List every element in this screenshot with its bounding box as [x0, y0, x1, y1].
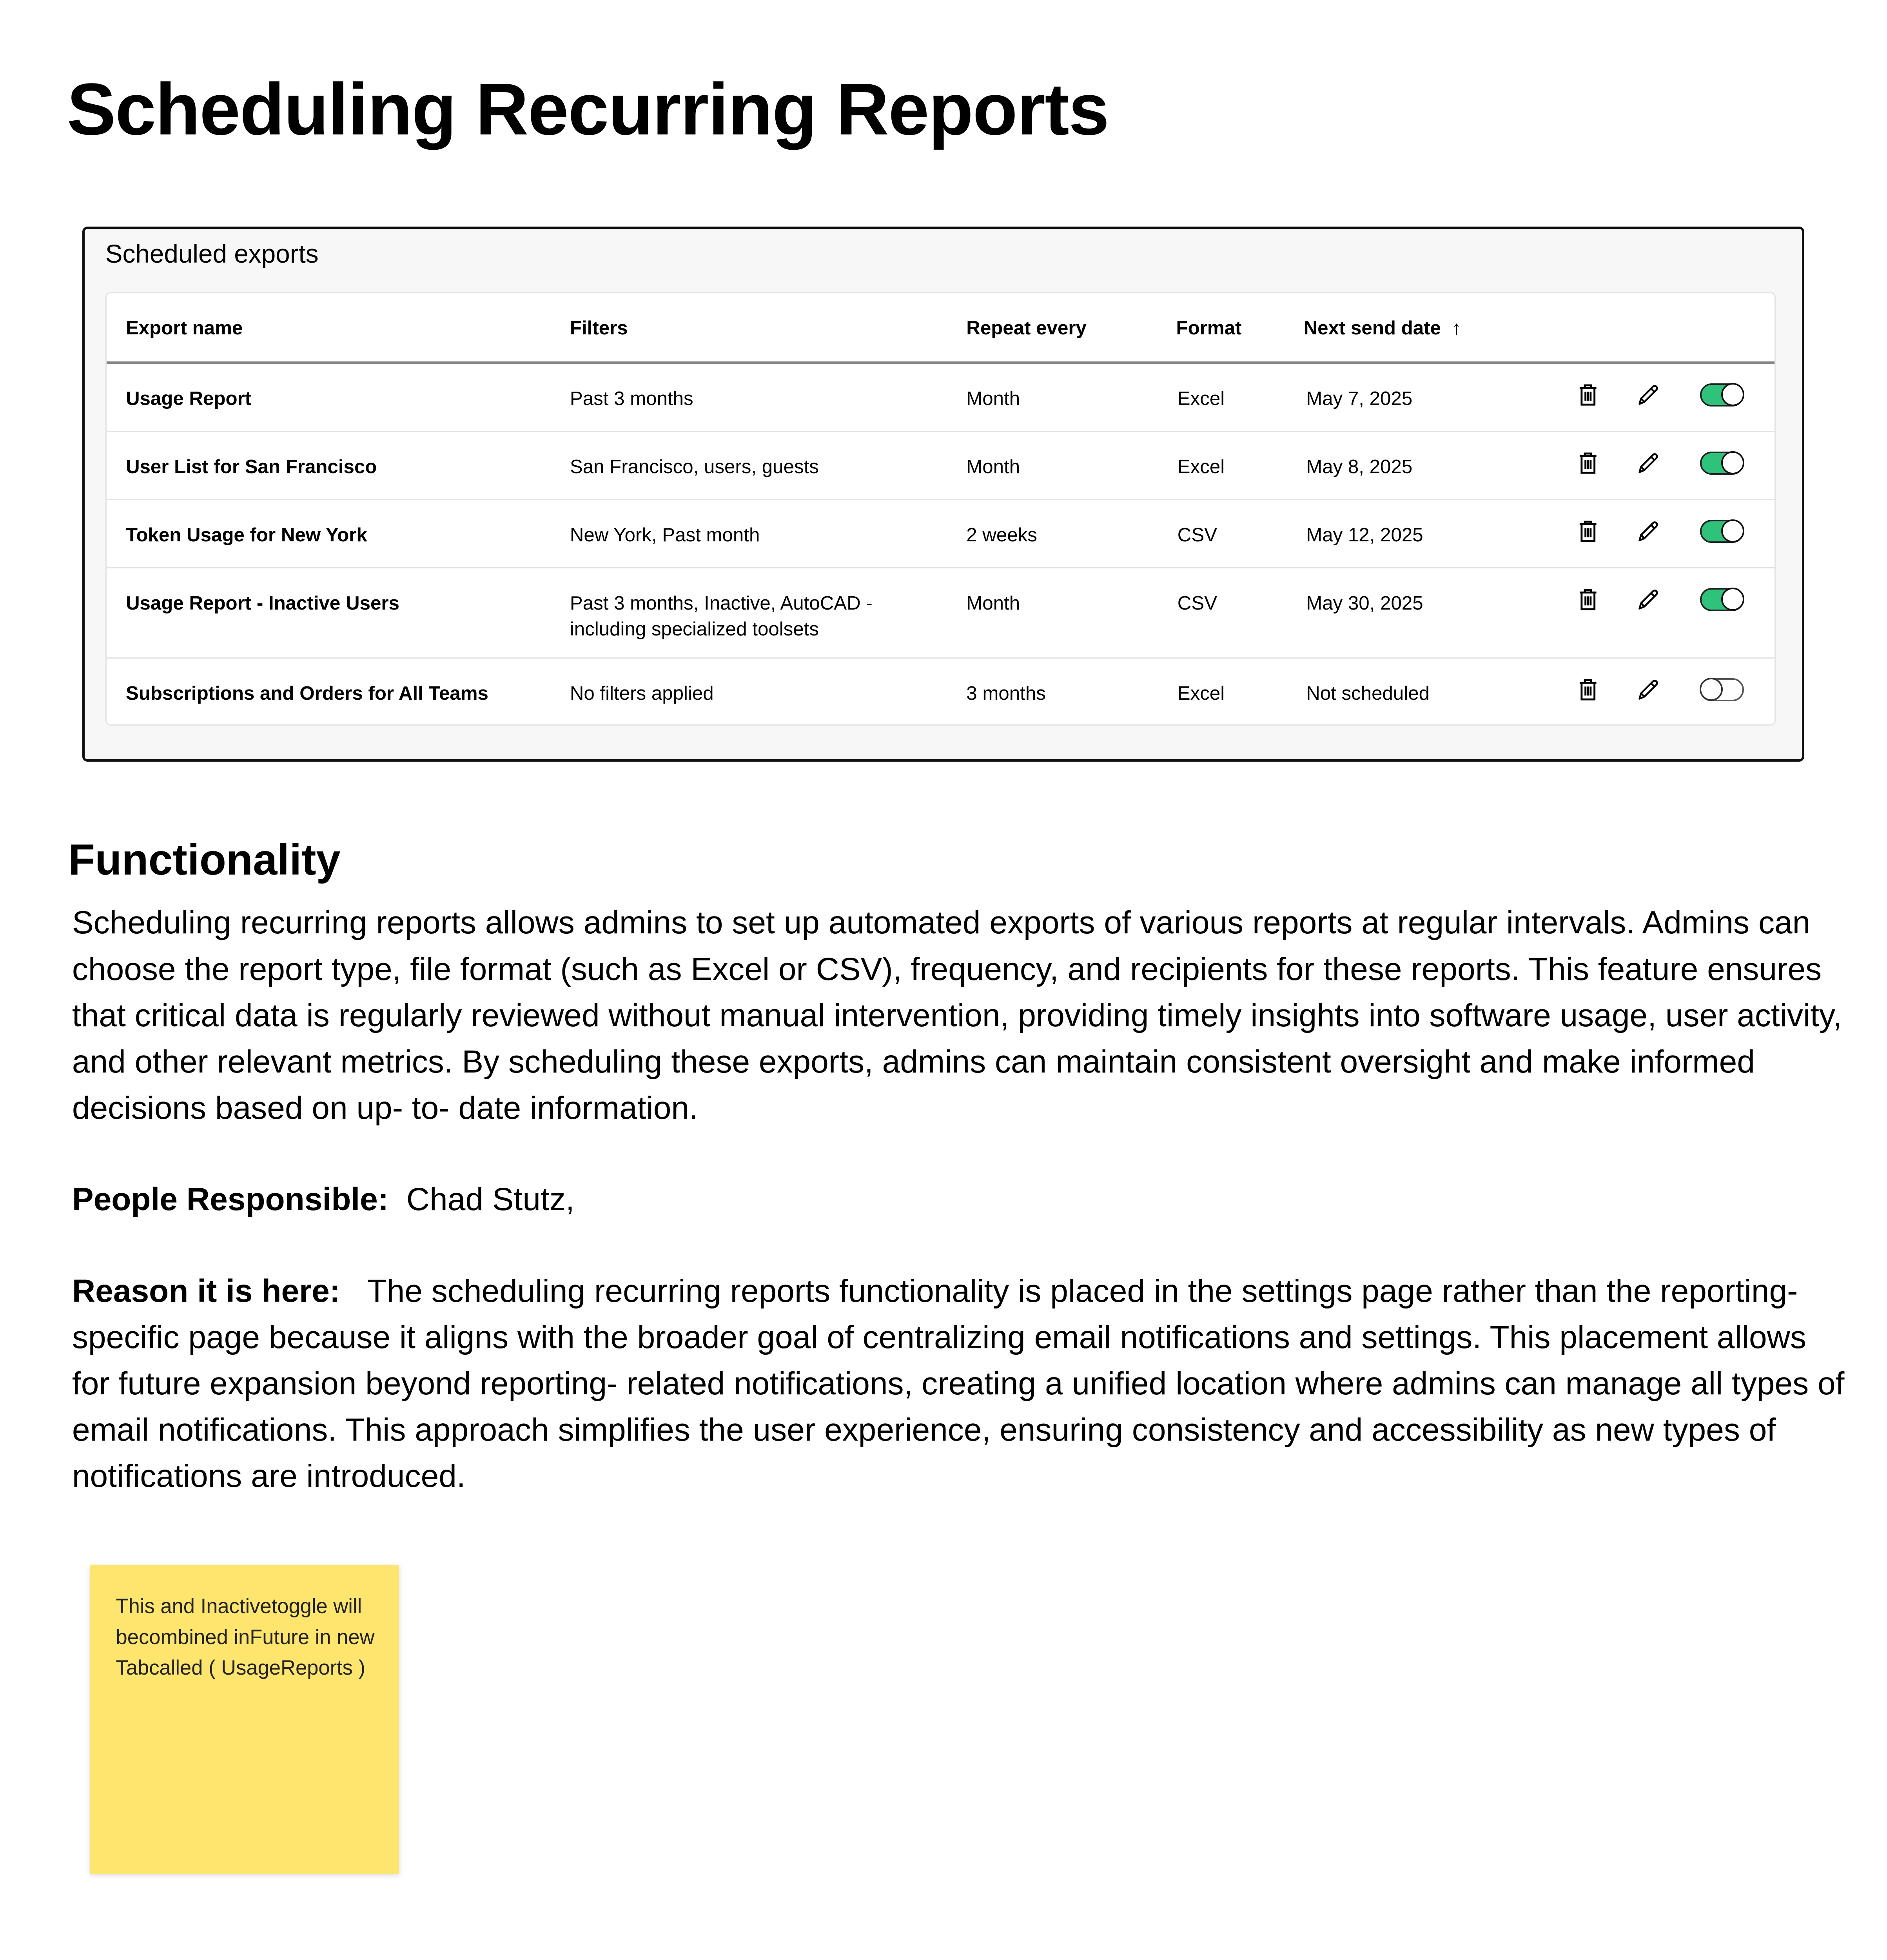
- sticky-note[interactable]: [90, 1565, 399, 1874]
- export-filters: New York, Past month: [570, 524, 760, 546]
- delete-icon[interactable]: [1578, 383, 1599, 411]
- enable-toggle[interactable]: [1700, 520, 1744, 543]
- export-name: Token Usage for New York: [125, 524, 367, 546]
- functionality-description: Scheduling recurring reports allows admins to set up automated exports of various reports at regular intervals. Admins can choose the report type, file format (such as Excel or CSV), frequency, and recipients for these reports. This feature ensures that critical data is regularly reviewed without manual intervention, providing timely insights into software usage, user activity, and other relevant metrics. By scheduling these exports, admins can maintain consistent oversight and make informed decisions based on up- to- date information.: [72, 905, 1842, 1126]
- export-next-send-date: Not scheduled: [1306, 682, 1430, 704]
- people-responsible: [72, 1176, 1849, 1223]
- enable-toggle[interactable]: [1700, 588, 1744, 611]
- export-repeat: Month: [966, 388, 1020, 410]
- table-row: [107, 567, 1775, 659]
- toggle-knob: [1721, 588, 1744, 611]
- toggle-knob: [1721, 451, 1744, 474]
- export-name: Usage Report: [125, 388, 252, 410]
- col-next-send-date-label: Next send date: [1303, 317, 1441, 339]
- export-next-send-date: May 12, 2025: [1306, 524, 1423, 546]
- export-filters: No filters applied: [570, 682, 714, 704]
- export-filters: San Francisco, users, guests: [570, 456, 819, 478]
- col-format[interactable]: Format: [1176, 317, 1242, 339]
- enable-toggle[interactable]: [1700, 452, 1744, 475]
- people-value: Chad Stutz,: [406, 1181, 575, 1218]
- export-next-send-date: May 7, 2025: [1306, 388, 1413, 410]
- delete-icon[interactable]: [1578, 452, 1599, 479]
- export-format: Excel: [1177, 388, 1225, 410]
- table-row: [107, 363, 1775, 432]
- card-title: Scheduled exports: [105, 240, 319, 269]
- table-header: [107, 293, 1775, 364]
- col-export-name[interactable]: Export name: [125, 317, 243, 339]
- col-filters[interactable]: Filters: [570, 317, 628, 339]
- export-name: Subscriptions and Orders for All Teams: [125, 682, 488, 704]
- col-repeat[interactable]: Repeat every: [966, 317, 1087, 339]
- toggle-knob: [1721, 519, 1744, 543]
- export-next-send-date: May 8, 2025: [1306, 456, 1413, 478]
- sticky-note-text: This and Inactivetoggle will becombined inFuture in new Tabcalled ( UsageReports ): [116, 1594, 375, 1680]
- table-row: [107, 499, 1775, 568]
- reason-label: Reason it is here:: [72, 1273, 341, 1309]
- export-format: Excel: [1177, 682, 1225, 704]
- delete-icon[interactable]: [1578, 520, 1599, 548]
- people-label: People Responsible:: [72, 1181, 389, 1218]
- scheduled-exports-card: [82, 227, 1804, 762]
- export-filters: Past 3 months, Inactive, AutoCAD - including specialized toolsets: [570, 592, 873, 640]
- sort-arrow-icon: ↑: [1452, 317, 1461, 339]
- export-format: CSV: [1177, 592, 1217, 614]
- exports-table: [105, 292, 1776, 726]
- edit-icon[interactable]: [1637, 678, 1660, 706]
- export-format: Excel: [1177, 456, 1225, 478]
- export-format: CSV: [1177, 524, 1217, 546]
- export-repeat: Month: [966, 456, 1020, 478]
- col-next-send-date[interactable]: [1304, 315, 1461, 341]
- export-name: Usage Report - Inactive Users: [125, 592, 399, 614]
- toggle-knob: [1700, 678, 1723, 701]
- export-name: User List for San Francisco: [125, 456, 377, 478]
- enable-toggle[interactable]: [1700, 678, 1744, 701]
- reason-value: The scheduling recurring reports functionality is placed in the settings page rather than the reporting- specific page because it aligns with the broader goal of centralizing email notifications and settings. This placement allows for future expansion beyond reporting- related notifications, creating a unified location where admins can manage all types of email notifications. This approach simplifies the user experience, ensuring consistency and accessibility as new types of notifications are introduced.: [72, 1273, 1845, 1494]
- export-filters: Past 3 months: [570, 388, 693, 410]
- toggle-knob: [1721, 383, 1744, 406]
- delete-icon[interactable]: [1578, 678, 1599, 706]
- page-title: Scheduling Recurring Reports: [67, 68, 1109, 150]
- export-repeat: 2 weeks: [966, 524, 1037, 546]
- edit-icon[interactable]: [1637, 452, 1660, 479]
- table-row: [107, 431, 1775, 500]
- table-row: [107, 657, 1775, 724]
- reason-section: [72, 1268, 1849, 1500]
- edit-icon[interactable]: [1637, 520, 1660, 548]
- functionality-heading: Functionality: [68, 835, 341, 884]
- edit-icon[interactable]: [1637, 588, 1660, 616]
- edit-icon[interactable]: [1637, 383, 1660, 411]
- delete-icon[interactable]: [1578, 588, 1599, 616]
- export-repeat: Month: [966, 592, 1020, 614]
- enable-toggle[interactable]: [1700, 383, 1744, 407]
- export-repeat: 3 months: [966, 682, 1046, 704]
- export-next-send-date: May 30, 2025: [1306, 592, 1423, 614]
